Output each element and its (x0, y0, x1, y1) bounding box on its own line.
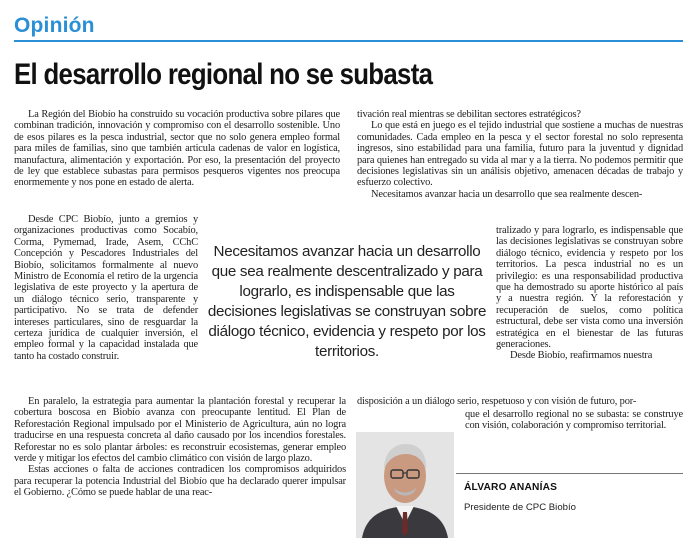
paragraph: disposición a un diálogo serio, respetuoso y con visión de futuro, por- (357, 396, 637, 407)
article-body-left-wide (14, 396, 346, 499)
section-label: Opinión (14, 14, 95, 37)
paragraph: Necesitamos avanzar hacia un desarrollo que sea realmente descen- (371, 188, 643, 200)
author-photo (356, 432, 454, 538)
byline-divider (456, 473, 683, 474)
paragraph: tivación real mientras se debilitan sectores estratégicos? (357, 109, 581, 120)
article-headline: El desarrollo regional no se subasta (14, 58, 433, 91)
author-name: ÁLVARO ANANÍAS (464, 482, 558, 493)
article-body-left-narrow (14, 214, 198, 362)
paragraph: que el desarrollo regional no se subasta: se construye con visión, colaboración y compromiso territorial. (465, 409, 683, 432)
article-body-right-narrow (496, 225, 683, 362)
paragraph: Desde Biobío, reafirmamos nuestra (510, 350, 653, 362)
paragraph: En paralelo, la estrategia para aumentar la plantación forestal y recuperar la cobertura boscosa en Biobío avanza con preocupante lentitud. El Plan de Reforestación Regional impulsado por el Ministerio de Agricultura, aún no logra traducirse en una respuesta concreta al daño causado por los incendios forestales. Reforestar no es solo plantar árboles: es reconstruir ecosistemas, generar empleo verde y mitigar los efectos del cambio climático con visión de largo plazo. (14, 396, 346, 465)
paragraph: Desde CPC Biobío, junto a gremios y organizaciones productivas como Socabío, Corma, Pymemad, Irade, Asem, CChC Concepción y Pescadores Industriales del Biobío, solicitamos formalmente al nuevo Ministro de Economía el retiro de la urgencia legislativa de este proyecto y la apertura de un diálogo técnico serio, transparente y participativo. No se trata de defender intereses particulares, sino de resguardar la certeza jurídica de cualquier inversión, el empleo formal y la capacidad instalada que tanto ha costado construir. (14, 214, 198, 362)
article-body-right-mid (357, 396, 683, 407)
author-role: Presidente de CPC Biobío (464, 502, 576, 513)
article-body-right-top (357, 109, 683, 200)
section-divider (14, 40, 683, 42)
article-body-right-end (465, 409, 683, 432)
pull-quote: Necesitamos avanzar hacia un desarrollo que sea realmente descentralizado y para lograrlo, es indispensable que las decisiones legislativas se construyan sobre diálogo técnico, evidencia y respeto por los territorios. (207, 243, 487, 360)
paragraph: tralizado y para lograrlo, es indispensable que las decisiones legislativas se construyan sobre diálogo técnico, evidencia y respeto por los territorios. La pesca industrial no es un privilegio: es una responsabilidad productiva que ha demostrado su aporte histórico al país y a nuestra región. Y la reforestación y recuperación de suelos, como política estructural, debe ser vista como una inversión estratégica en el bienestar de las futuras generaciones. (496, 225, 683, 351)
author-portrait-icon (356, 432, 454, 538)
article-body-left-top (14, 109, 340, 189)
paragraph: Lo que está en juego es el tejido industrial que sostiene a muchas de nuestras comunidades. Cada empleo en la pesca y el sector forestal no solo representa ingresos, sino estabilidad para una familia, futuro para la juventud y dignidad para quienes han entregado su vida al mar y a la tierra. No podemos permitir que decisiones legislativas sin un análisis objetivo, amenacen décadas de trabajo y esfuerzo colectivo. (357, 120, 683, 189)
paragraph: Estas acciones o falta de acciones contradicen los compromisos adquiridos para recuperar la potencia Industrial del Biobío que ha declarado querer impulsar el Gobierno. ¿Cómo se puede hablar de una reac- (14, 464, 346, 499)
paragraph: La Región del Biobío ha construido su vocación productiva sobre pilares que combinan tradición, innovación y compromiso con el desarrollo sostenible. Uno de esos pilares es la pesca industrial, sector que no solo genera empleo formal para miles de familias, sino que también articula cadenas de valor en logística, manufactura, alimentación y exportación. Por eso, la presentación del proyecto de ley que establece subastas para permisos pesqueros vigentes nos preocupa enormemente y nos pone en estado de alerta. (14, 109, 340, 189)
